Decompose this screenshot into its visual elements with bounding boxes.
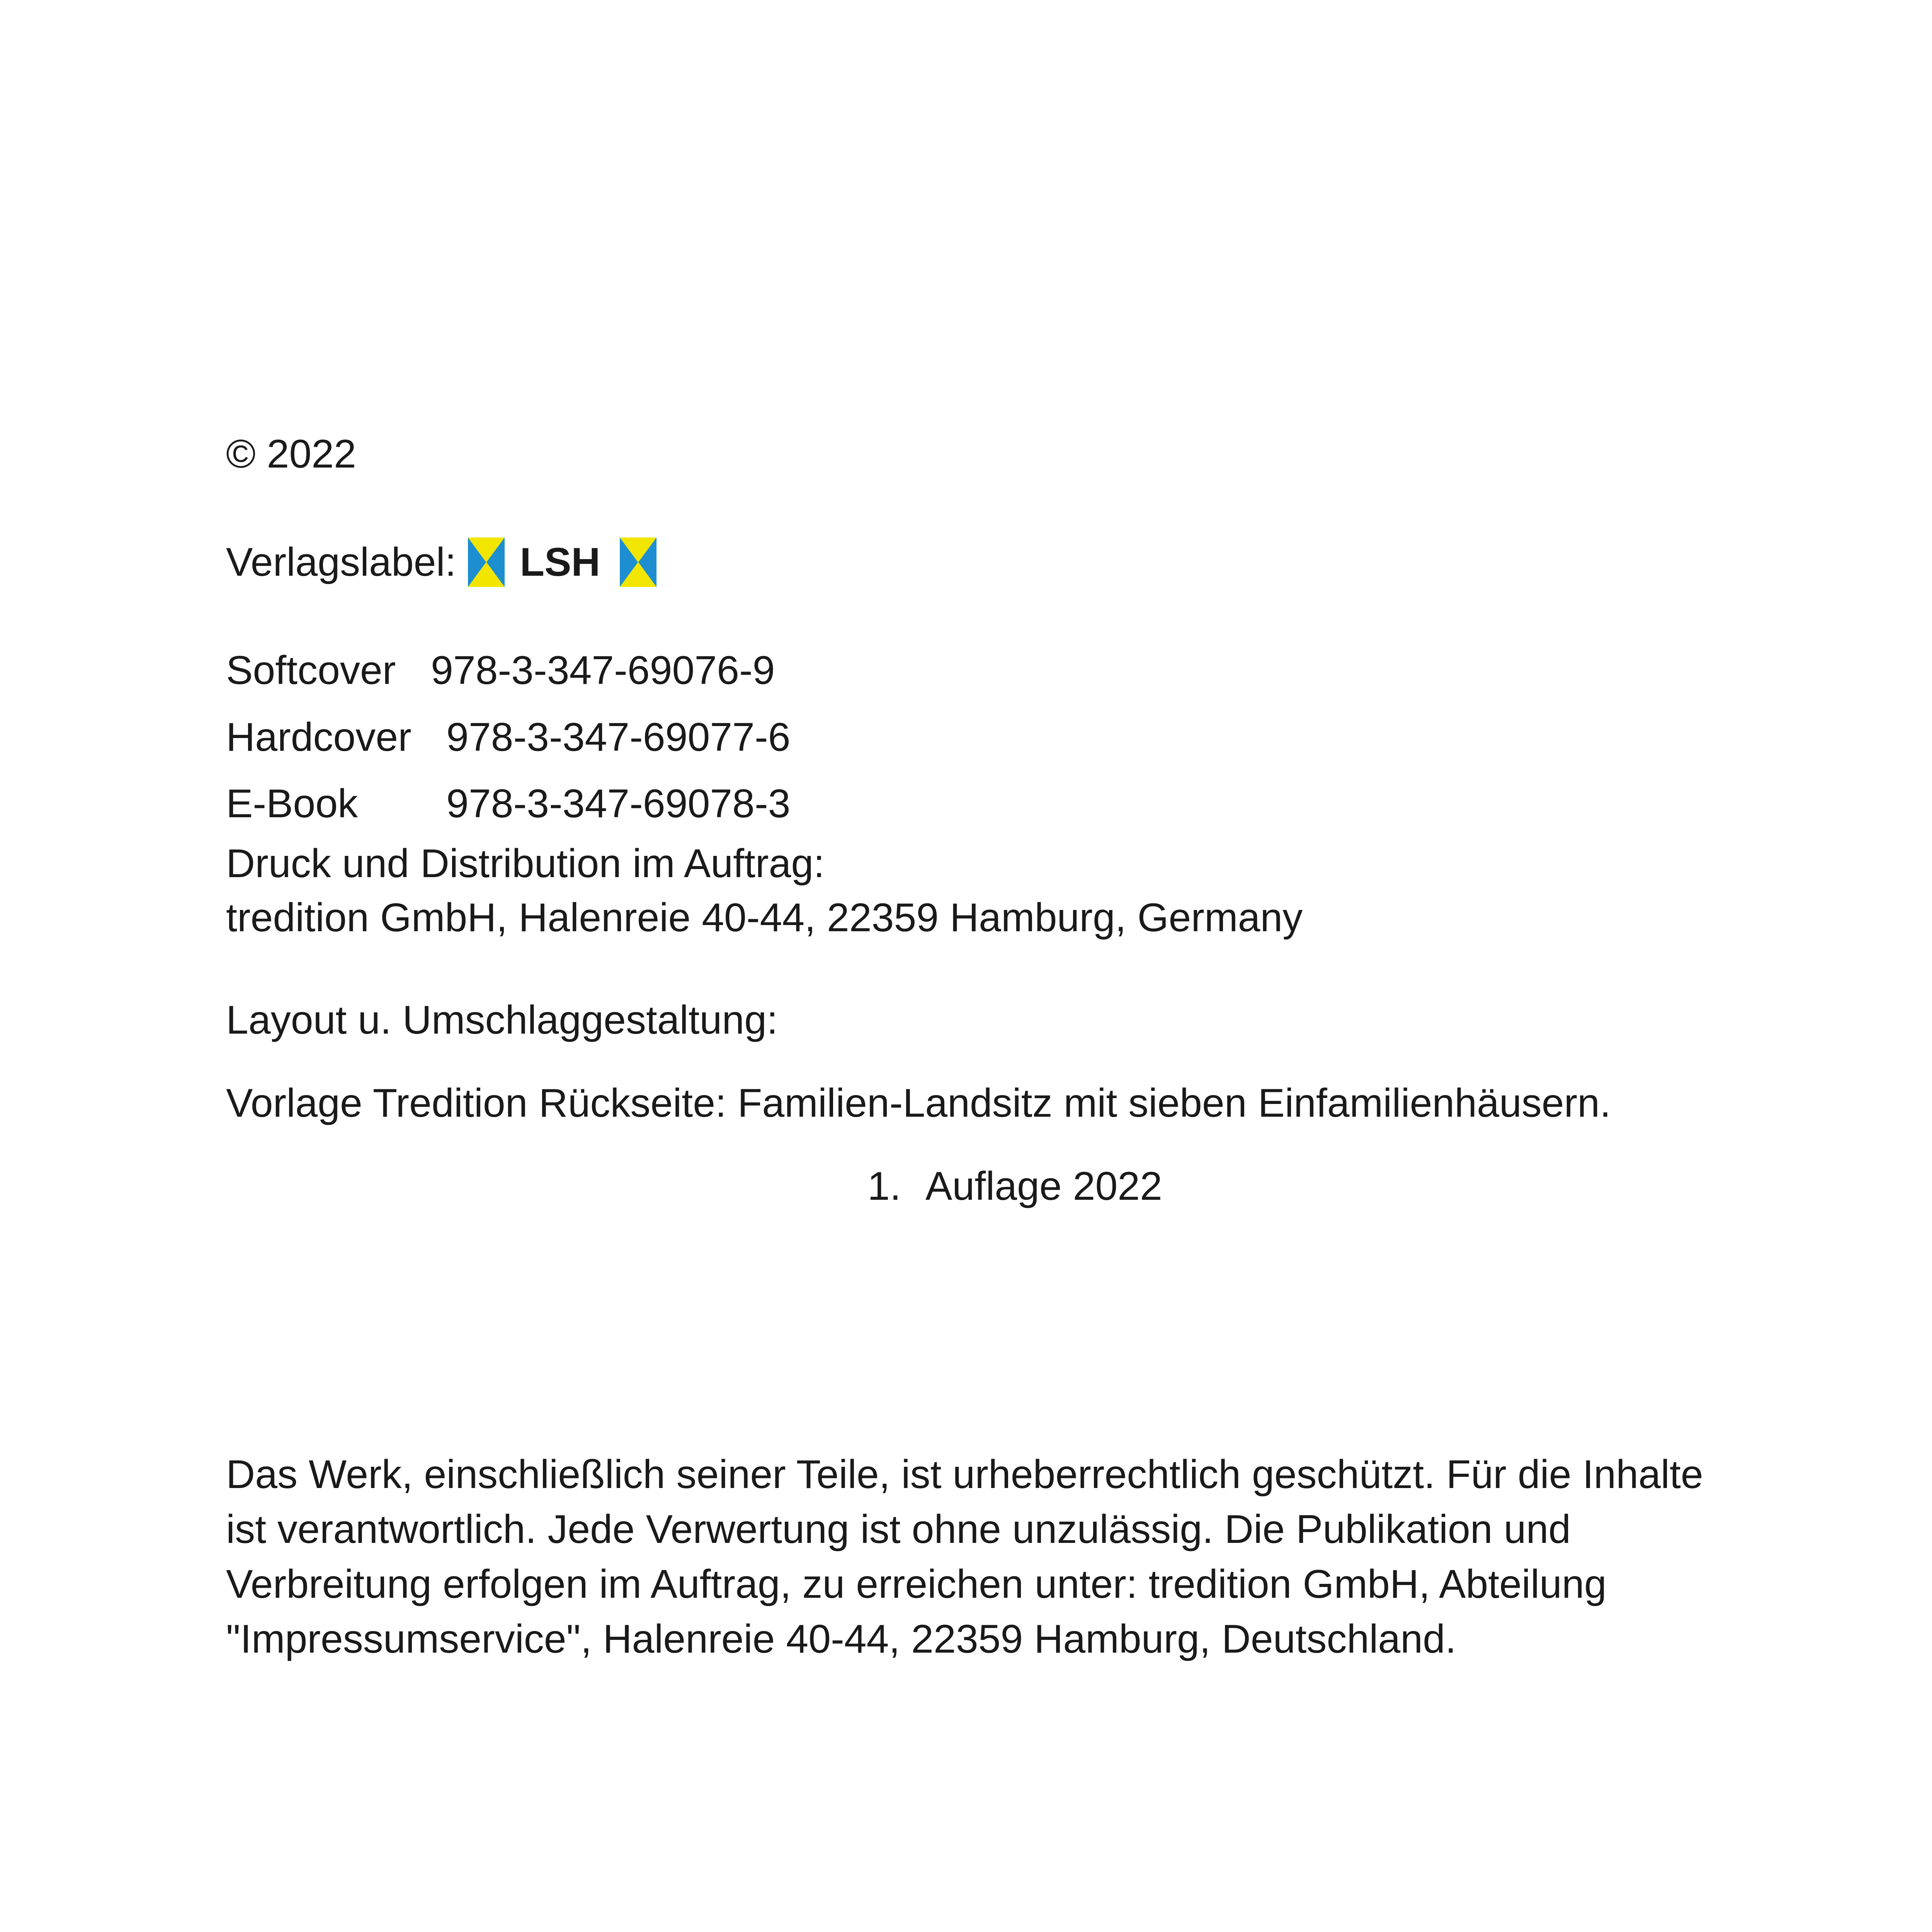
- isbn-number: 978-3-347-69076-9: [431, 648, 775, 693]
- isbn-row-softcover: [226, 643, 775, 697]
- lsh-logo-icon: [620, 537, 656, 587]
- copyright-line: © 2022: [226, 432, 356, 476]
- isbn-type: E-Book: [226, 781, 358, 826]
- legal-notice-line: ist verantwortlich. Jede Verwertung ist ohne unzulässig. Die Publikation und: [226, 1507, 1571, 1552]
- isbn-row-ebook: [226, 777, 790, 831]
- isbn-row-hardcover: [226, 710, 790, 764]
- legal-notice-line: "Impressumservice", Halenreie 40-44, 22359 Hamburg, Deutschland.: [226, 1617, 1456, 1662]
- isbn-number: 978-3-347-69077-6: [446, 715, 791, 760]
- lsh-logo-icon: [468, 537, 505, 587]
- edition-text: Auflage 2022: [925, 1164, 1162, 1209]
- publisher-label-line: [226, 535, 656, 589]
- distribution-line-2: tredition GmbH, Halenreie 40-44, 22359 Hamburg, Germany: [226, 895, 1303, 940]
- isbn-type: Softcover: [226, 648, 396, 693]
- isbn-type: Hardcover: [226, 715, 412, 760]
- legal-notice: [226, 1447, 1810, 1667]
- layout-credit: Layout u. Umschlaggestaltung:: [226, 998, 778, 1043]
- legal-notice-line: Verbreitung erfolgen im Auftrag, zu erreichen unter: tredition GmbH, Abteilung: [226, 1562, 1607, 1607]
- edition-line: [867, 1159, 1162, 1213]
- distribution-line-1: Druck und Distribution im Auftrag:: [226, 841, 825, 886]
- publisher-label-prefix: Verlagslabel:: [226, 540, 456, 585]
- template-note: Vorlage Tredition Rückseite: Familien-Landsitz mit sieben Einfamilienhäusern.: [226, 1081, 1611, 1126]
- legal-notice-line: Das Werk, einschließlich seiner Teile, ist urheberrechtlich geschützt. Für die Inhalte: [226, 1452, 1703, 1497]
- edition-number: 1.: [867, 1164, 901, 1209]
- publisher-logo-text: LSH: [520, 540, 600, 585]
- isbn-number: 978-3-347-69078-3: [446, 781, 791, 826]
